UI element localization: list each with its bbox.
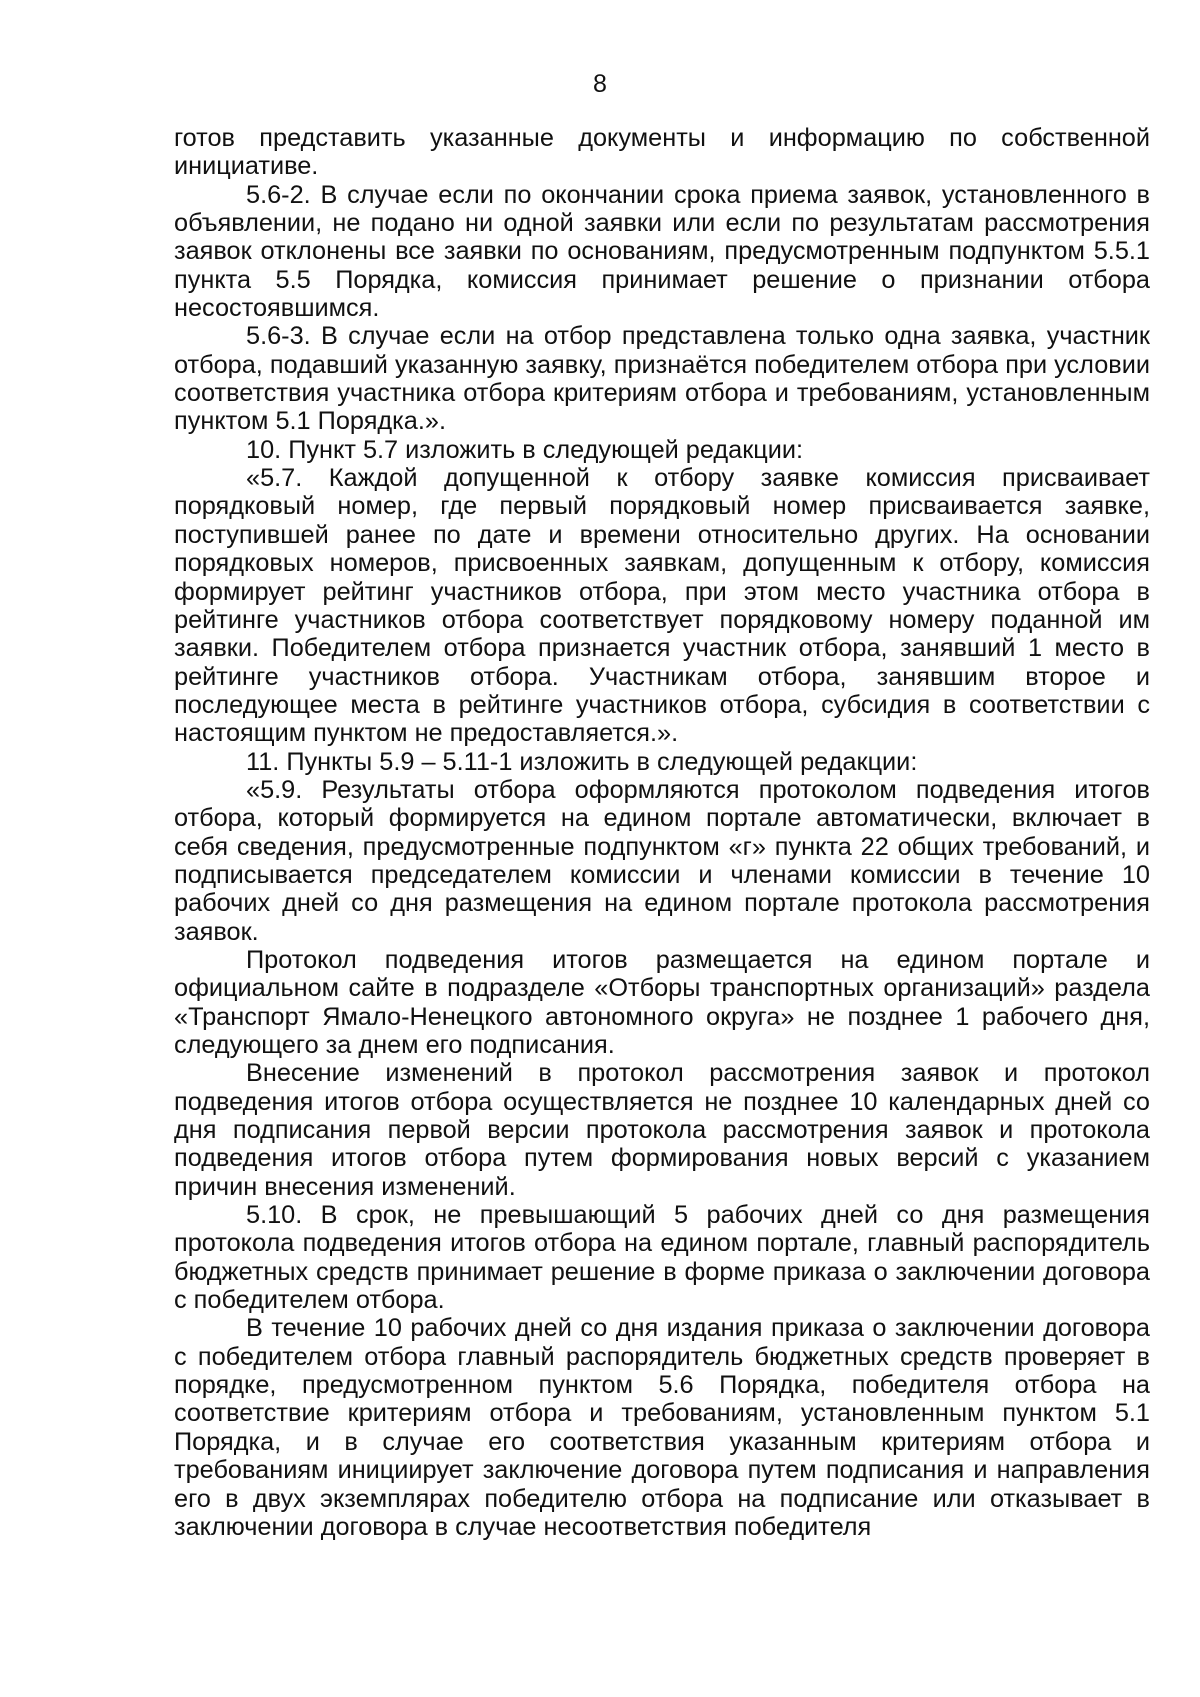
paragraph-continuation: готов представить указанные документы и информацию по собственной инициативе. [174, 124, 1150, 181]
document-body [174, 124, 1150, 1541]
paragraph-item-11: 11. Пункты 5.9 – 5.11-1 изложить в следующей редакции: [246, 747, 918, 776]
paragraph-5-10: 5.10. В срок, не превышающий 5 рабочих дней со дня размещения протокола подведения итогов отбора на едином портале, главный распорядитель бюджетных средств принимает решение в форме приказа о заключении договора с победителем отбора. [174, 1201, 1150, 1315]
paragraph-protocol-changes: Внесение изменений в протокол рассмотрения заявок и протокол подведения итогов отбора осуществляется не позднее 10 календарных дней со дня подписания первой версии протокола рассмотрения заявок и протокола подведения итогов отбора путем формирования новых версий с указанием причин внесения изменений. [174, 1059, 1150, 1201]
paragraph-5-6-2: 5.6-2. В случае если по окончании срока приема заявок, установленного в объявлении, не подано ни одной заявки или если по результатам рассмотрения заявок отклонены все заявки по основаниям, предусмотренным подпунктом 5.5.1 пункта 5.5 Порядка, комиссия принимает решение о признании отбора несостоявшимся. [174, 180, 1150, 323]
paragraph-contract-check: В течение 10 рабочих дней со дня издания приказа о заключении договора с победителем отбора главный распорядитель бюджетных средств проверяет в порядке, предусмотренном пунктом 5.6 Порядка, победителя отбора на соответствие критериям отбора и требованиям, установленным пунктом 5.1 Порядка, и в случае его соответствия указанным критериям отбора и требованиям инициирует заключение договора путем подписания и направления его в двух экземплярах победителю отбора на подписание или отказывает в заключении договора в случае несоответствия победителя [174, 1314, 1150, 1541]
page-number: 8 [593, 70, 607, 98]
paragraph-5-6-3: 5.6-3. В случае если на отбор представлена только одна заявка, участник отбора, подавший указанную заявку, признаётся победителем отбора при условии соответствия участника отбора критериям отбора и требованиям, установленным пунктом 5.1 Порядка.». [174, 322, 1150, 436]
paragraph-protocol-publication: Протокол подведения итогов размещается на едином портале и официальном сайте в подразделе «Отборы транспортных организаций» раздела «Транспорт Ямало-Ненецкого автономного округа» не позднее 1 рабочего дня, следующего за днем его подписания. [174, 945, 1150, 1059]
paragraph-5-7: «5.7. Каждой допущенной к отбору заявке комиссия присваивает порядковый номер, где первый порядковый номер присваивается заявке, поступившей ранее по дате и времени относительно других. На основании порядковых номеров, присвоенных заявкам, допущенным к отбору, комиссия формирует рейтинг участников отбора, при этом место участника отбора в рейтинге участников отбора соответствует порядковому номеру поданной им заявки. Победителем отбора признается участник отбора, занявший 1 место в рейтинге участников отбора. Участникам отбора, занявшим второе и последующее места в рейтинге участников отбора, субсидия в соответствии с настоящим пунктом не предоставляется.». [174, 464, 1150, 748]
paragraph-item-10: 10. Пункт 5.7 изложить в следующей редакции: [246, 435, 804, 464]
paragraph-5-9: «5.9. Результаты отбора оформляются протоколом подведения итогов отбора, который формируется на едином портале автоматически, включает в себя сведения, предусмотренные подпунктом «г» пункта 22 общих требований, и подписывается председателем комиссии и членами комиссии в течение 10 рабочих дней со дня размещения на едином портале протокола рассмотрения заявок. [174, 775, 1150, 946]
